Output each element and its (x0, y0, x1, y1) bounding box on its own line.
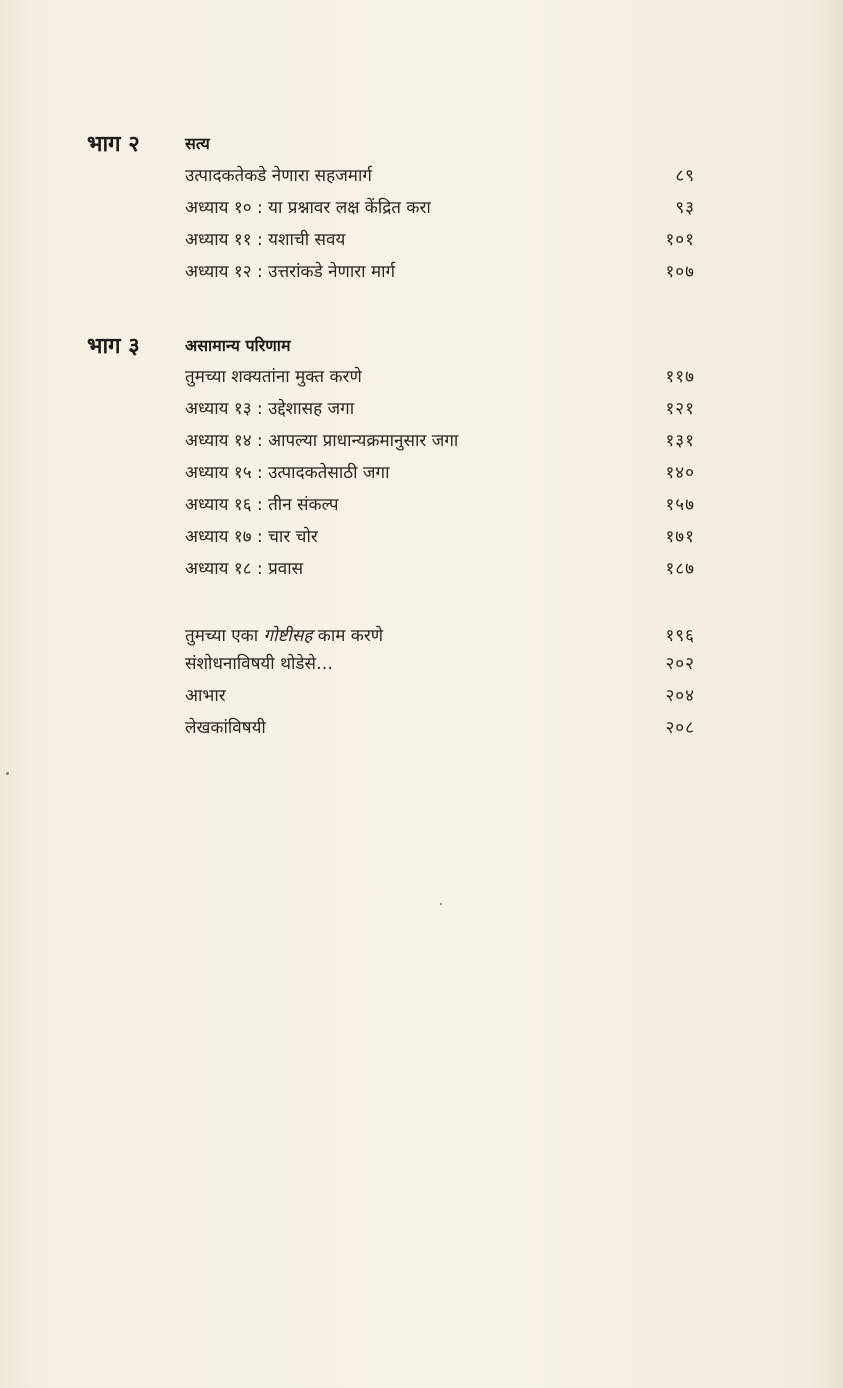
toc-entry (185, 428, 695, 458)
toc-entry-page: २०८ (665, 718, 695, 738)
toc-entry-title: अध्याय १४ : आपल्या प्राधान्यक्रमानुसार जगा (185, 431, 459, 451)
toc-entry-page: १३१ (665, 431, 695, 451)
toc-entry (185, 195, 695, 225)
toc-entry-page: ११७ (665, 367, 695, 387)
toc-entry (185, 623, 695, 653)
toc-entry (185, 651, 695, 681)
toc-entry (185, 259, 695, 289)
toc-entry-title: अध्याय १८ : प्रवास (185, 559, 304, 579)
toc-entry-page: २०२ (665, 654, 695, 674)
toc-entry-title: संशोधनाविषयी थोडेसे… (185, 654, 333, 674)
toc-entry (185, 227, 695, 257)
toc-entry (185, 163, 695, 193)
toc-entry-title: अध्याय १५ : उत्पादकतेसाठी जगा (185, 463, 390, 483)
toc-entry-page: १४० (665, 463, 695, 483)
toc-entry (185, 492, 695, 522)
toc-entry-title: अध्याय ११ : यशाची सवय (185, 230, 346, 250)
toc-entry-page: १८७ (665, 559, 695, 579)
toc-entry-title: अध्याय १३ : उद्देशासह जगा (185, 399, 355, 419)
toc-entry-title-emphasis: गोष्टीसह (263, 626, 313, 646)
toc-entry-page: ९३ (675, 198, 695, 218)
toc-entry-page: १५७ (665, 495, 695, 515)
paper-speck (6, 772, 9, 775)
toc-entry-title: अध्याय १७ : चार चोर (185, 527, 318, 547)
toc-entry-title: अध्याय १० : या प्रश्नावर लक्ष केंद्रित करा (185, 198, 431, 218)
toc-entry-page: २०४ (665, 686, 695, 706)
paper-speck (440, 903, 442, 905)
part-2-title: सत्य (185, 134, 210, 153)
part-2-label: भाग २ (87, 131, 140, 157)
toc-entry-title: आभार (185, 686, 226, 706)
toc-entry-page: १०७ (665, 262, 695, 282)
toc-entry (185, 683, 695, 713)
toc-entry-title: तुमच्या एका गोष्टीसह काम करणे (185, 626, 384, 646)
toc-entry (185, 460, 695, 490)
toc-entry (185, 524, 695, 554)
toc-entry (185, 556, 695, 586)
toc-entry-title: अध्याय १२ : उत्तरांकडे नेणारा मार्ग (185, 262, 396, 282)
toc-entry-page: १२१ (665, 399, 695, 419)
toc-entry-title: लेखकांविषयी (185, 718, 266, 738)
part-3-title: असामान्य परिणाम (185, 336, 291, 355)
toc-entry (185, 364, 695, 394)
part-2-heading (87, 128, 727, 162)
part-3-section (87, 330, 727, 364)
toc-entry-page: १०१ (665, 230, 695, 250)
toc-entry (185, 396, 695, 426)
toc-entry-page: १७१ (665, 527, 695, 547)
toc-entry-title: अध्याय १६ : तीन संकल्प (185, 495, 339, 515)
part-2-section (87, 128, 727, 162)
part-3-heading (87, 330, 727, 364)
toc-entry (185, 715, 695, 745)
toc-entry-page: ८९ (675, 166, 695, 186)
toc-entry-title: उत्पादकतेकडे नेणारा सहजमार्ग (185, 166, 372, 186)
part-3-label: भाग ३ (87, 333, 140, 359)
toc-entry-title: तुमच्या शक्यतांना मुक्त करणे (185, 367, 362, 387)
toc-entry-page: १९६ (665, 626, 695, 646)
